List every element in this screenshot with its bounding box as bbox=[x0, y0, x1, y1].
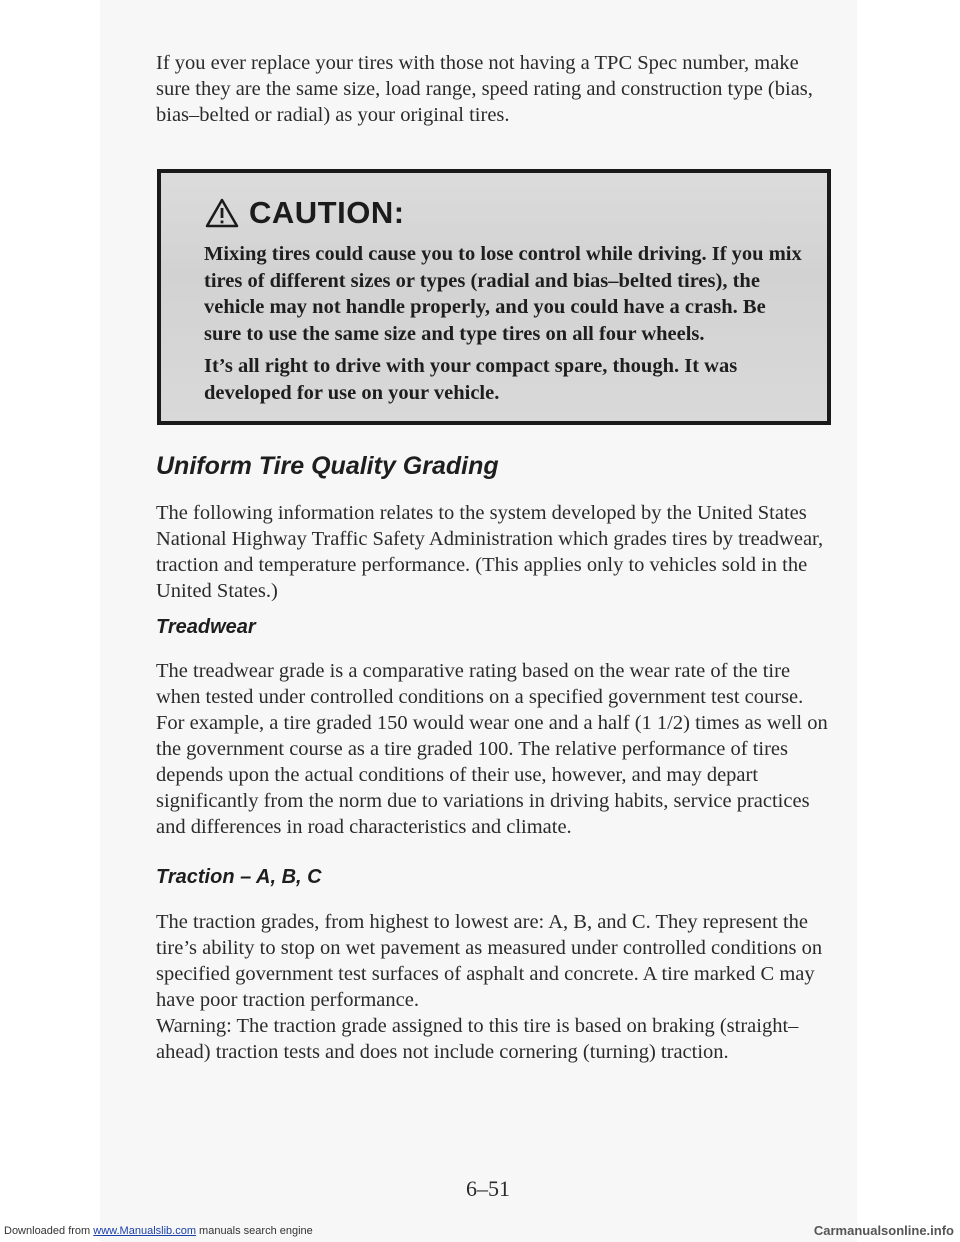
treadwear-heading: Treadwear bbox=[156, 616, 256, 638]
traction-paragraph: The traction grades, from highest to lowest are: A, B, and C. They represent the tire’s ability to stop on wet pavement as measured under controlled conditions on specified government test surfaces of asphalt and concrete. A tire marked C may have poor traction performance. bbox=[156, 911, 823, 1011]
uniform-tire-quality-heading: Uniform Tire Quality Grading bbox=[156, 452, 499, 480]
treadwear-paragraph: The treadwear grade is a comparative rating based on the wear rate of the tire when tested under controlled conditions on a specified government test course. For example, a tire graded 150 would wear one and a half (1 1/2) times as well on the government course as a tire graded 100. The relative performance of tires depends upon the actual conditions of their use, however, and may depart significantly from the norm due to variations in driving habits, service practices and differences in road characteristics and climate. bbox=[156, 660, 828, 838]
download-footer bbox=[4, 1225, 313, 1237]
footer-watermark: Carmanualsonline.info bbox=[813, 1223, 954, 1238]
caution-box bbox=[157, 169, 831, 425]
warning-triangle-icon bbox=[205, 198, 239, 228]
caution-paragraph-1: Mixing tires could cause you to lose control while driving. If you mix tires of different sizes or types (radial and bias–belted tires), the vehicle may not handle properly, and you could have a crash. Be sure to use the same size and type tires on all four wheels. bbox=[204, 243, 802, 345]
intro-paragraph: If you ever replace your tires with those not having a TPC Spec number, make sure they are the same size, load range, speed rating and construction type (bias, bias–belted or radial) as your original tires. bbox=[156, 52, 813, 126]
footer-prefix: Downloaded from bbox=[4, 1225, 94, 1237]
footer-suffix: manuals search engine bbox=[195, 1225, 313, 1237]
caution-paragraph-2: It’s all right to drive with your compact spare, though. It was developed for use on your vehicle. bbox=[204, 355, 738, 404]
caution-title: CAUTION: bbox=[249, 195, 405, 230]
footer-link[interactable]: www.Manualslib.com bbox=[93, 1225, 196, 1237]
traction-heading: Traction – A, B, C bbox=[156, 866, 322, 888]
traction-warning-paragraph: Warning: The traction grade assigned to this tire is based on braking (straight–ahead) traction tests and does not include cornering (turning) traction. bbox=[156, 1015, 799, 1063]
caution-header bbox=[205, 195, 405, 231]
uniform-paragraph: The following information relates to the system developed by the United States National Highway Traffic Safety Administration which grades tires by treadwear, traction and temperature performance. (This applies only to vehicles sold in the United States.) bbox=[156, 502, 824, 602]
page-number: 6–51 bbox=[466, 1176, 510, 1201]
